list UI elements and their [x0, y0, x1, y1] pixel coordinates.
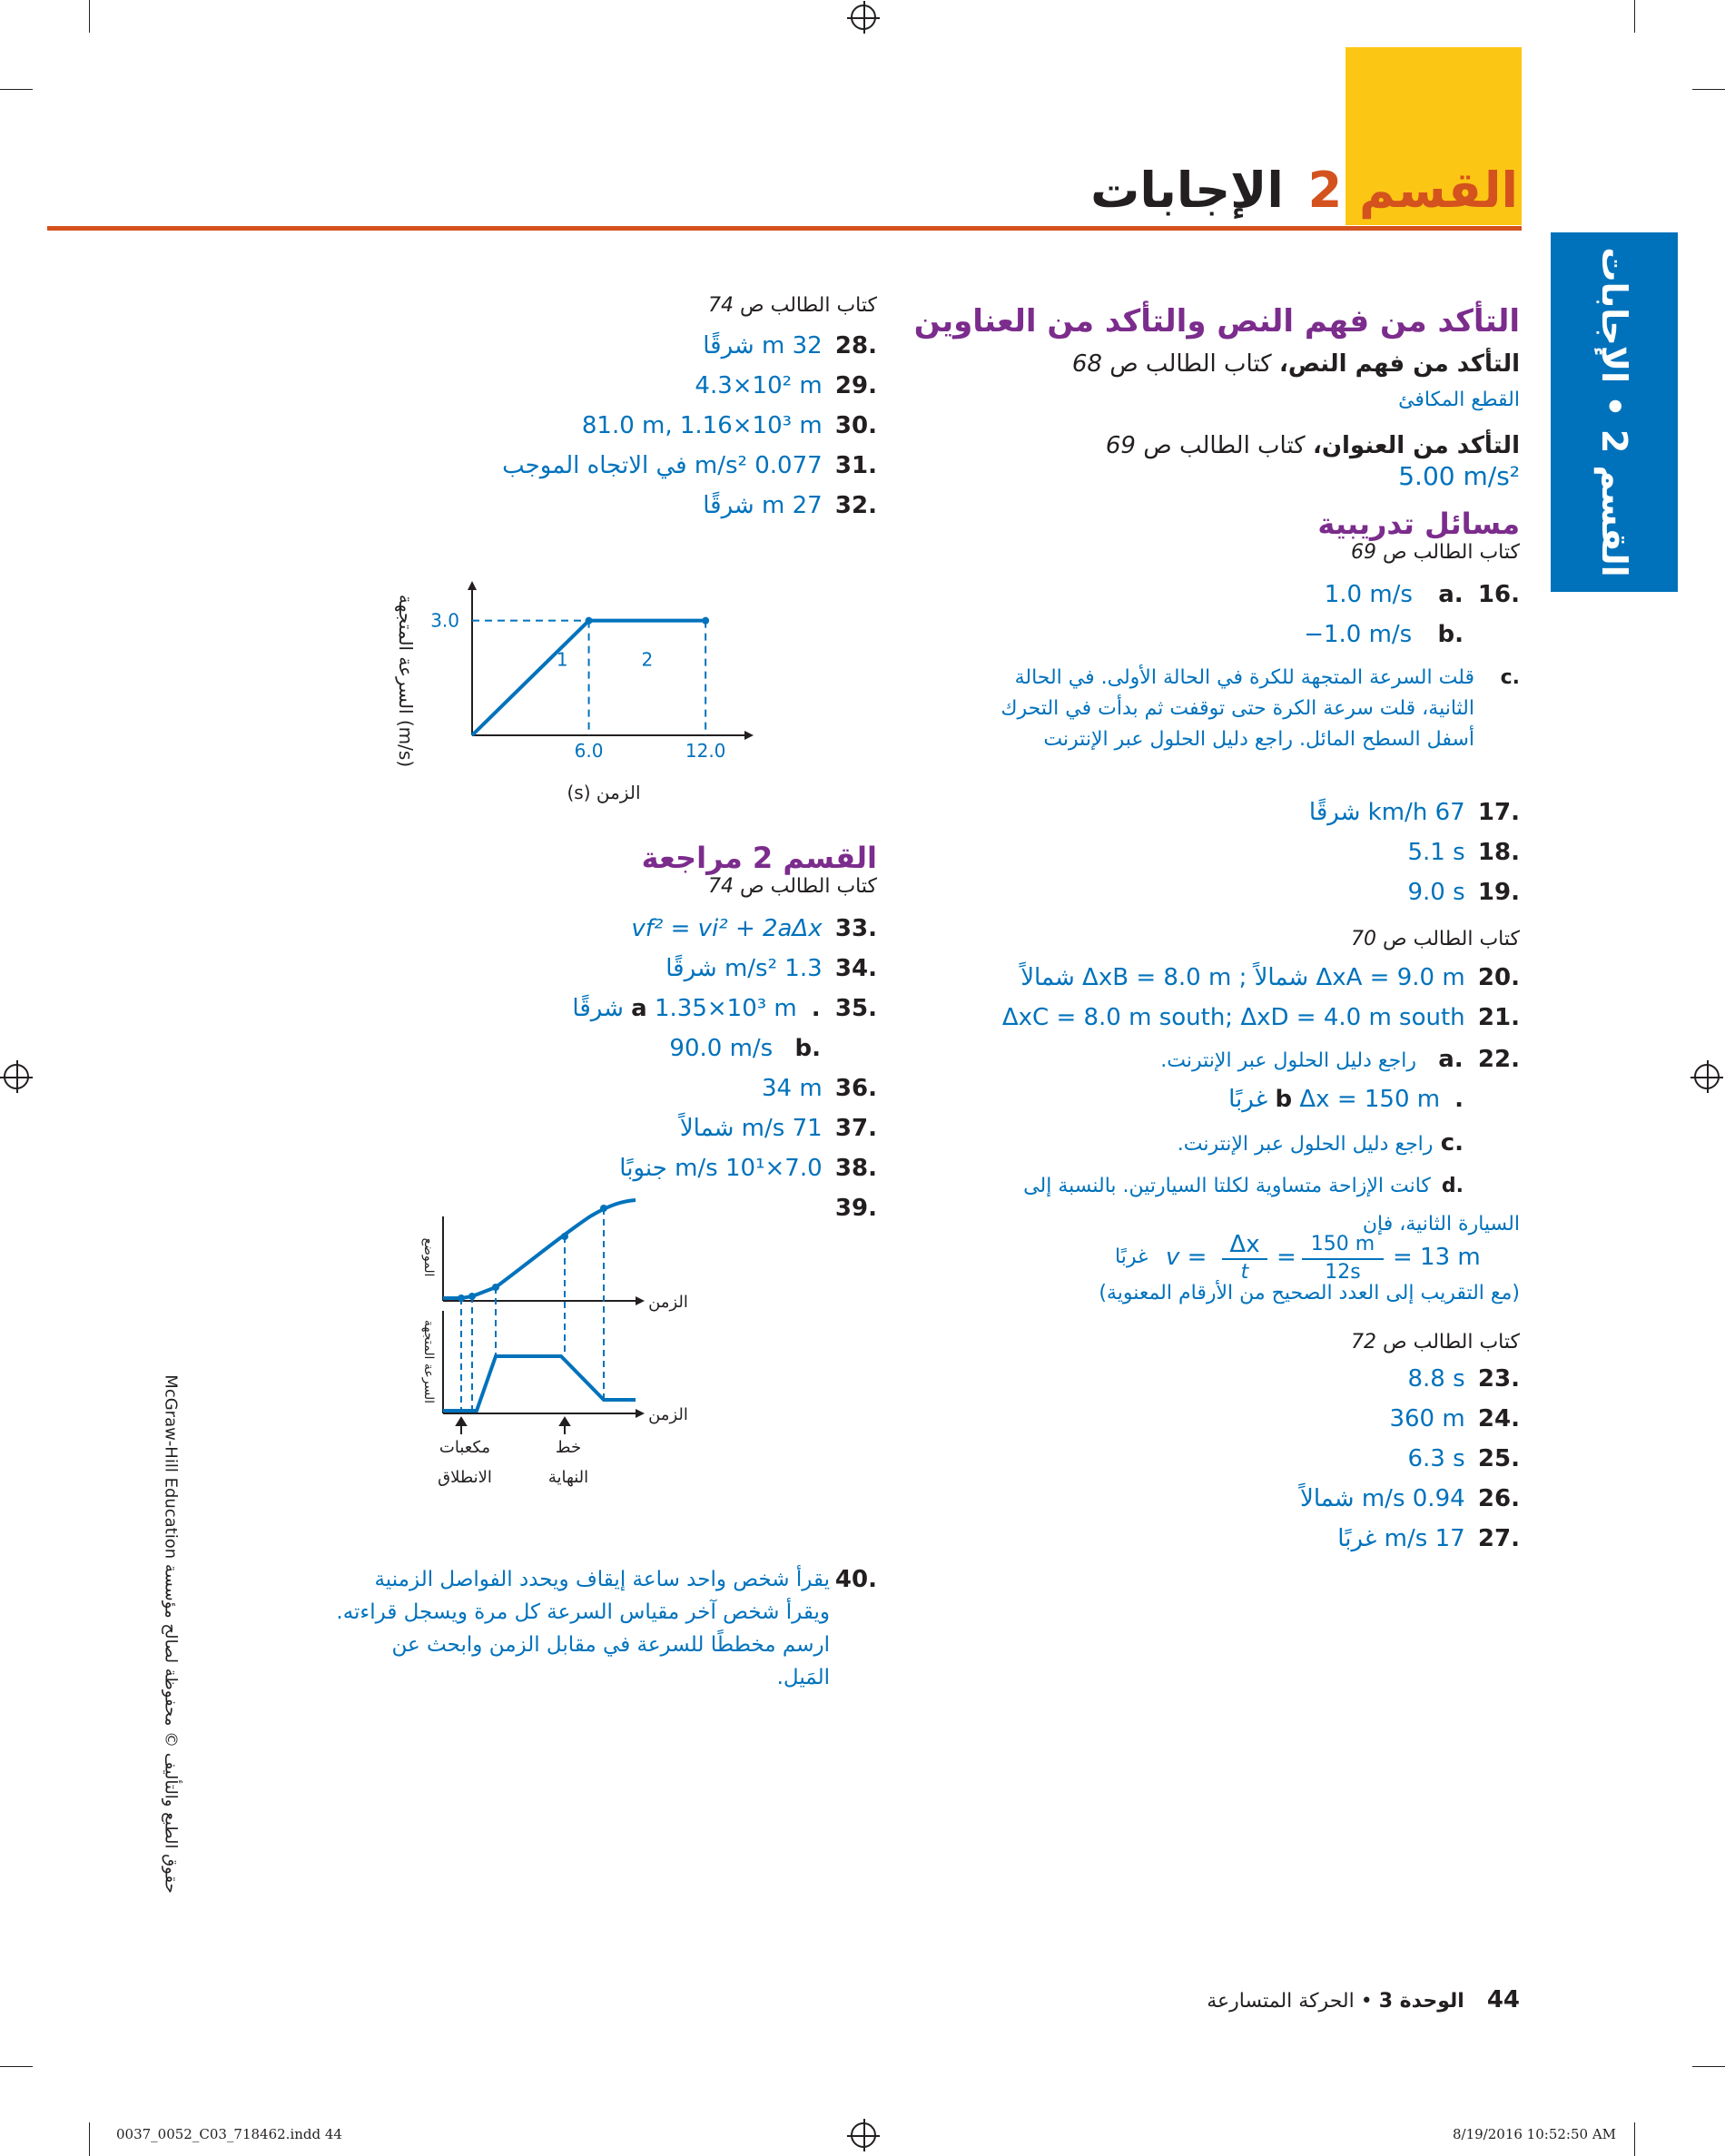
q-answer: 8.8 s [1407, 1365, 1465, 1393]
unit-label: الوحدة 3 [1378, 1990, 1464, 2013]
q-answer: كانت الإزاحة متساوية لكلتا السيارتين. بالنسبة إلى السيارة الثانية، فإن [1023, 1175, 1520, 1236]
q-number: .18 [1477, 839, 1520, 866]
q17 [1309, 799, 1520, 826]
x-axis-arrow-icon [744, 731, 754, 740]
side-tab-label: القسم 2 • الإجابات [1594, 247, 1634, 577]
q38 [619, 1155, 877, 1182]
ref-72 [1351, 1331, 1520, 1354]
q-answer: 360 m [1389, 1405, 1465, 1432]
q-number: .19 [1477, 879, 1520, 906]
start-label-line1: مكعبات [439, 1438, 491, 1457]
slug-date: 8/19/2016 10:52:50 AM [1453, 2126, 1617, 2142]
ref-label: كتاب الطالب ص [1383, 541, 1520, 564]
q22d-note: (مع التقريب إلى العدد الصحيح من الأرقام المعنوية) [1099, 1282, 1520, 1304]
x-tick-label: 12.0 [685, 740, 726, 762]
q-answer: 17 m/s غربًا [1337, 1525, 1465, 1552]
q-number: .24 [1477, 1405, 1520, 1432]
ref-label: كتاب الطالب ص [740, 294, 877, 317]
q-answer: 5.1 s [1407, 839, 1465, 866]
time-axis-label: الزمن [648, 1293, 688, 1312]
answers-title: الإجابات [1090, 162, 1284, 219]
q-number: .25 [1477, 1445, 1520, 1472]
registration-mark-icon [851, 2122, 876, 2148]
q-answer: 1.3 m/s² شرقًا [665, 955, 823, 982]
q26 [1300, 1485, 1520, 1512]
q-number: .30 [834, 412, 877, 439]
q-answer: 34 m [761, 1075, 823, 1102]
q-letter: .a [1438, 1046, 1464, 1073]
q-answer: ΔxA = 9.0 m شمالاً ; ΔxB = 8.0 m شمالاً [1020, 964, 1465, 991]
q-answer: 32 m شرقًا [703, 332, 823, 359]
q19 [1407, 879, 1520, 906]
q31 [502, 452, 877, 479]
q-letter: .a [1438, 581, 1464, 608]
section-number: 2 [1307, 162, 1343, 219]
q35b [669, 1035, 877, 1062]
q-number: .23 [1477, 1365, 1520, 1393]
q-letter: .a [631, 995, 821, 1022]
q-number: .31 [834, 452, 877, 479]
crop-mark [1692, 2066, 1725, 2067]
q-answer: 27 m شرقًا [703, 492, 823, 519]
q30 [582, 412, 877, 439]
page-title [1090, 162, 1518, 219]
q-number: .39 [834, 1195, 877, 1222]
q39 [835, 1195, 877, 1222]
check-title-answer: 5.00 m/s² [1398, 461, 1520, 491]
q18 [1407, 839, 1520, 866]
q-answer: 67 km/h شرقًا [1308, 799, 1465, 826]
crop-mark [89, 0, 90, 33]
start-label-line2: الانطلاق [438, 1468, 492, 1487]
ref-page: 69 [1351, 541, 1377, 564]
q-number: .35 [834, 995, 877, 1022]
q16a [1325, 581, 1520, 608]
y-axis-arrow-icon [468, 581, 477, 590]
q-number: .22 [1477, 1046, 1520, 1073]
q-number: .37 [834, 1115, 877, 1142]
unit-title: • الحركة المتسارعة [1207, 1990, 1379, 2013]
q-answer: راجع دليل الحلول عبر الإنترنت. [1160, 1049, 1416, 1072]
ref-page: 70 [1351, 928, 1377, 950]
q24 [1389, 1405, 1520, 1432]
q-number: .29 [834, 372, 877, 399]
practice-heading: مسائل تدريبية [1317, 507, 1520, 541]
q-answer: راجع دليل الحلول عبر الإنترنت. [1177, 1133, 1434, 1156]
crop-mark [1634, 2122, 1635, 2156]
page-number: 44 [1486, 1986, 1520, 2013]
check-text-label: التأكد من فهم النص، [1278, 350, 1520, 378]
q27 [1337, 1525, 1520, 1552]
q-answer: Δx = 150 m غربًا [1228, 1086, 1441, 1113]
q-answer: 6.3 s [1407, 1445, 1465, 1472]
check-text-answer: القطع المكافئ [1398, 389, 1520, 411]
q-letter: .b [794, 1035, 821, 1062]
q-answer: يقرأ شخص واحد ساعة إيقاف ويحدد الفواصل الزمنية ويقرأ شخص آخر مقياس السرعة كل مرة ويسجل قراءته. ارسم مخططًا للسرعة في مقابل الزمن وابحث عن المَيل. [336, 1568, 830, 1689]
q-answer: 9.0 s [1407, 879, 1465, 906]
q-number: .32 [834, 492, 877, 519]
region-label: 1 [556, 648, 568, 671]
q25 [1407, 1445, 1520, 1472]
time-axis-label-2: الزمن [648, 1405, 688, 1424]
position-velocity-diagram [409, 1180, 735, 1507]
region-label: 2 [641, 648, 654, 671]
q-answer: 90.0 m/s [669, 1035, 774, 1062]
q-number: .16 [1477, 581, 1520, 608]
q22a [1160, 1046, 1520, 1073]
q16b [1304, 621, 1520, 648]
q-number: .38 [834, 1155, 877, 1182]
velocity-time-chart [372, 563, 781, 826]
q37 [680, 1115, 877, 1142]
chart-axes [468, 581, 754, 740]
q-answer: 4.3×10² m [695, 372, 823, 399]
check-title-page: 69 [1105, 432, 1136, 459]
registration-mark-icon [4, 1064, 29, 1089]
guide-lines [461, 1208, 604, 1412]
q-number: .28 [834, 332, 877, 359]
section-word: القسم [1359, 162, 1518, 219]
q23 [1407, 1365, 1520, 1393]
eq-dx: Δx [1222, 1231, 1267, 1260]
ref-page: 74 [708, 875, 734, 898]
eq-den: 12s [1325, 1261, 1361, 1284]
pos-axis-label: الموضع [421, 1237, 436, 1277]
ref-page: 74 [708, 294, 734, 317]
finish-label-line2: النهاية [547, 1468, 589, 1487]
side-tab [1551, 232, 1678, 592]
q-answer: 7.0×10¹ m/s جنوبًا [619, 1155, 823, 1182]
eq-t: t [1240, 1261, 1249, 1284]
q-number: .26 [1477, 1485, 1520, 1512]
section-heading: التأكد من فهم النص والتأكد من العناوين [913, 303, 1520, 340]
ref-74a [708, 294, 877, 317]
q16c [993, 663, 1520, 755]
diagram-axes [443, 1216, 645, 1418]
q-number: .33 [834, 915, 877, 942]
q33 [631, 915, 877, 942]
q-answer: 81.0 m, 1.16×10³ m [581, 412, 823, 439]
chart-marks [430, 610, 725, 762]
crop-mark [89, 2122, 90, 2156]
q29 [695, 372, 877, 399]
q36 [762, 1075, 877, 1102]
data-point [702, 617, 709, 625]
eq-num: 150 m [1302, 1231, 1384, 1260]
slug-file: 0037_0052_C03_718462.indd 44 [116, 2126, 342, 2142]
ref-74b [708, 875, 877, 898]
page-footer [1207, 1986, 1520, 2013]
registration-mark-icon [851, 5, 876, 30]
ref-label: كتاب الطالب ص [1383, 1331, 1520, 1354]
crop-mark [1692, 89, 1725, 90]
registration-mark-icon [1694, 1064, 1720, 1089]
q-number: .27 [1477, 1525, 1520, 1552]
eq-frac1 [1222, 1231, 1267, 1285]
eq-equals: = [1276, 1244, 1296, 1271]
ref-label: كتاب الطالب ص [740, 875, 877, 898]
check-text-ref [1072, 350, 1520, 378]
q-number: .17 [1477, 799, 1520, 826]
q20 [1020, 964, 1520, 991]
header-rule [47, 226, 1522, 231]
x-tick-label: 6.0 [574, 740, 604, 762]
q-letter: .d [1441, 1175, 1464, 1197]
ref-label: كتاب الطالب ص [1383, 928, 1520, 950]
q21 [1002, 1004, 1520, 1031]
q-letter: .c [1440, 1129, 1464, 1157]
chart-ylabel: السرعة المتجهة (m/s) [395, 594, 417, 768]
finish-label-line1: خط [555, 1438, 582, 1457]
q-number: .21 [1477, 1004, 1520, 1031]
crop-mark [0, 89, 33, 90]
q-answer: ΔxC = 8.0 m south; ΔxD = 4.0 m south [1001, 1004, 1465, 1031]
position-curve [443, 1200, 636, 1298]
check-text-rest: كتاب الطالب ص [1101, 350, 1279, 378]
q-letter: .b [1275, 1086, 1464, 1113]
q-number: .40 [834, 1566, 877, 1593]
marker-arrows [457, 1418, 569, 1434]
eq-dir: غربًا [1115, 1245, 1148, 1268]
q28 [703, 332, 877, 359]
ref-page: 72 [1351, 1331, 1377, 1354]
q-answer: 0.077 m/s² في الاتجاه الموجب [502, 452, 823, 479]
eq-frac2 [1302, 1231, 1384, 1285]
data-point [586, 617, 593, 625]
eq-result: = 13 m [1393, 1244, 1481, 1271]
q-answer: 1.0 m/s [1324, 581, 1413, 608]
q-number: .20 [1477, 964, 1520, 991]
check-title-label: التأكد من العنوان، [1312, 432, 1520, 459]
q-answer: −1.0 m/s [1304, 621, 1413, 648]
q40 [332, 1563, 877, 1694]
check-title-ref [1106, 432, 1520, 459]
q35a [572, 995, 877, 1022]
q32 [703, 492, 877, 519]
review-heading: القسم 2 مراجعة [641, 841, 877, 875]
q-number: .36 [834, 1075, 877, 1102]
q-answer: 0.94 m/s شمالاً [1300, 1485, 1465, 1512]
eq-v: v = [1166, 1244, 1208, 1271]
q-answer: vf² = vi² + 2aΔx [631, 915, 823, 942]
q22c [1178, 1129, 1520, 1157]
y-tick-label: 3.0 [430, 609, 459, 632]
vel-axis-label: السرعة المتجهة [421, 1319, 436, 1404]
q22b [1228, 1086, 1520, 1113]
ref-69 [1351, 541, 1520, 564]
q-letter: .b [1437, 621, 1464, 648]
check-title-rest: كتاب الطالب ص [1135, 432, 1313, 459]
q34 [665, 955, 877, 982]
q22d-equation [1115, 1231, 1482, 1289]
q-answer: قلت السرعة المتجهة للكرة في الحالة الأولى. في الحالة الثانية، قلت سرعة الكرة حتى توقفت ثم بدأت في التحرك أسفل السطح المائل. راجع دليل الحلول عبر الإنترنت [1000, 666, 1474, 751]
ref-70 [1351, 928, 1520, 950]
chart-xlabel: الزمن (s) [567, 782, 641, 803]
q-number: .34 [834, 955, 877, 982]
q-letter: .c [1500, 666, 1520, 689]
copyright-notice: حقوق الطبع والتأليف © محفوظة لصالح مؤسسة McGraw-Hill Education [161, 1374, 181, 1894]
q-answer: 71 m/s شمالاً [679, 1115, 823, 1142]
crop-mark [0, 2066, 33, 2067]
check-text-page: 68 [1071, 350, 1102, 378]
crop-mark [1634, 0, 1635, 33]
q-answer: 1.35×10³ m شرقًا [572, 995, 797, 1022]
